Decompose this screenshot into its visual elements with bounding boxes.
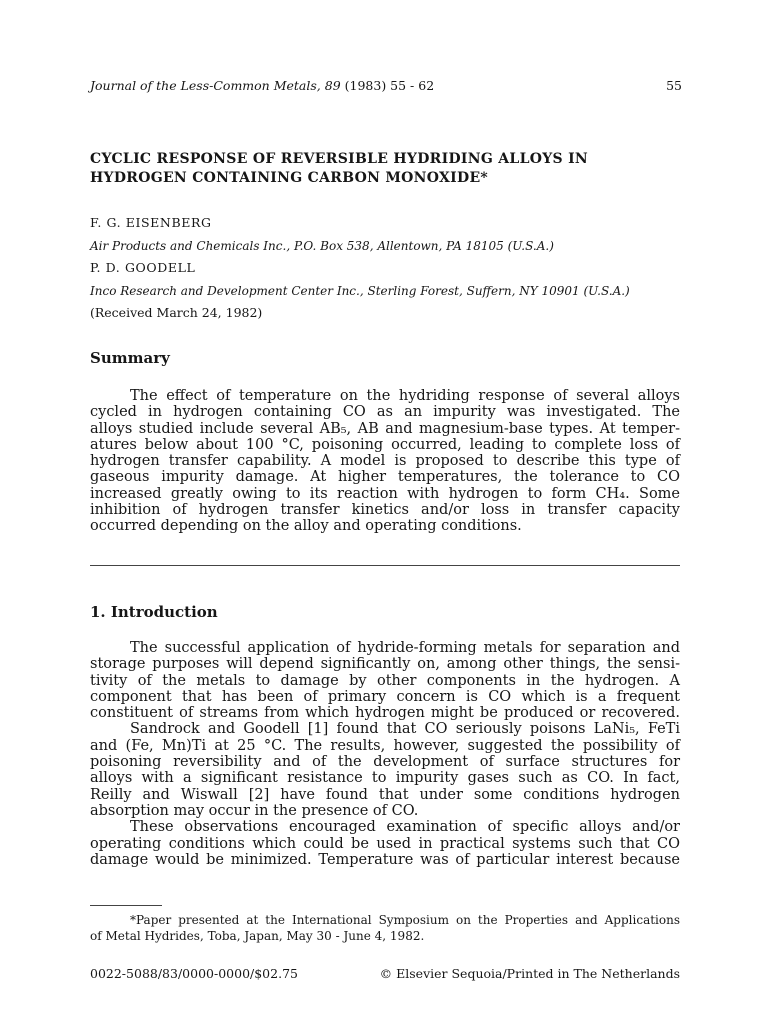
- footnote: [90, 912, 680, 944]
- author-name: F. G. EISENBERG: [90, 215, 212, 230]
- journal-year-pages: (1983) 55 - 62: [344, 78, 435, 93]
- journal-citation: [90, 78, 434, 93]
- footnote-line: *Paper presented at the International Symposium on the Properties and Applications: [130, 913, 680, 927]
- summary-line: The effect of temperature on the hydriding response of several alloys: [130, 388, 680, 404]
- author-block: [90, 212, 630, 325]
- summary-line: cycled in hydrogen containing CO as an impurity was investigated. The: [90, 404, 680, 421]
- summary-line: inhibition of hydrogen transfer kinetics and/or loss in transfer capacity: [90, 502, 680, 519]
- intro-line: component that has been of primary concern is CO which is a frequent: [90, 688, 680, 705]
- summary-body: [90, 388, 680, 535]
- title-line: CYCLIC RESPONSE OF REVERSIBLE HYDRIDING ALLOYS IN: [90, 151, 589, 167]
- publisher-notice: © Elsevier Sequoia/Printed in The Netherlands: [379, 966, 680, 981]
- intro-line: Sandrock and Goodell [1] found that CO seriously poisons LaNi₅, FeTi: [130, 721, 680, 738]
- summary-line: hydrogen transfer capability. A model is proposed to describe this type of: [90, 453, 680, 470]
- intro-line: storage purposes will depend significantly on, among other things, the sensi-: [90, 656, 680, 673]
- intro-line: Reilly and Wiswall [2] have found that under some conditions hydrogen: [90, 786, 680, 803]
- summary-line: gaseous impurity damage. At higher temperatures, the tolerance to CO: [90, 469, 680, 486]
- introduction-body: [90, 640, 680, 868]
- section-divider: [90, 565, 680, 566]
- article-title: [90, 150, 588, 188]
- intro-line: alloys with a significant resistance to impurity gases such as CO. In fact,: [90, 770, 680, 787]
- summary-line: atures below about 100 °C, poisoning occurred, leading to complete loss of: [90, 436, 680, 453]
- journal-name: Journal of the Less-Common Metals,: [90, 78, 321, 93]
- running-header: [90, 78, 682, 96]
- author-affiliation: Inco Research and Development Center Inc., Sterling Forest, Suffern, NY 10901 (U.S.A.): [90, 283, 630, 298]
- received-date: (Received March 24, 1982): [90, 305, 263, 320]
- footnote-divider: [90, 905, 162, 906]
- title-line: HYDROGEN CONTAINING CARBON MONOXIDE*: [90, 170, 489, 186]
- page-footer: [90, 966, 680, 982]
- intro-line: tivity of the metals to damage by other components in the hydrogen. A: [90, 672, 680, 689]
- intro-line: The successful application of hydride-forming metals for separation and: [130, 640, 680, 656]
- intro-line: operating conditions which could be used in practical systems such that CO: [90, 835, 680, 852]
- summary-line: increased greatly owing to its reaction with hydrogen to form CH₄. Some: [90, 485, 680, 502]
- issn-price: 0022-5088/83/0000-0000/$02.75: [90, 966, 298, 981]
- intro-line: These observations encouraged examination of specific alloys and/or: [130, 819, 680, 836]
- intro-line: damage would be minimized. Temperature was of particular interest because: [90, 851, 680, 868]
- summary-heading: Summary: [90, 349, 170, 367]
- intro-line: and (Fe, Mn)Ti at 25 °C. The results, however, suggested the possibility of: [90, 737, 680, 754]
- page-number: 55: [666, 78, 682, 93]
- intro-line: poisoning reversibility and of the development of surface structures for: [90, 754, 680, 771]
- author-affiliation: Air Products and Chemicals Inc., P.O. Box 538, Allentown, PA 18105 (U.S.A.): [90, 238, 554, 253]
- summary-line: occurred depending on the alloy and operating conditions.: [90, 518, 522, 535]
- journal-volume: 89: [324, 78, 341, 93]
- intro-line: constituent of streams from which hydrogen might be produced or recovered.: [90, 705, 680, 722]
- summary-line: alloys studied include several AB₅, AB and magnesium-base types. At temper-: [90, 420, 680, 437]
- author-name: P. D. GOODELL: [90, 260, 196, 275]
- introduction-heading: 1. Introduction: [90, 603, 218, 621]
- footnote-line: of Metal Hydrides, Toba, Japan, May 30 - June 4, 1982.: [90, 929, 425, 943]
- intro-line: absorption may occur in the presence of CO.: [90, 802, 419, 819]
